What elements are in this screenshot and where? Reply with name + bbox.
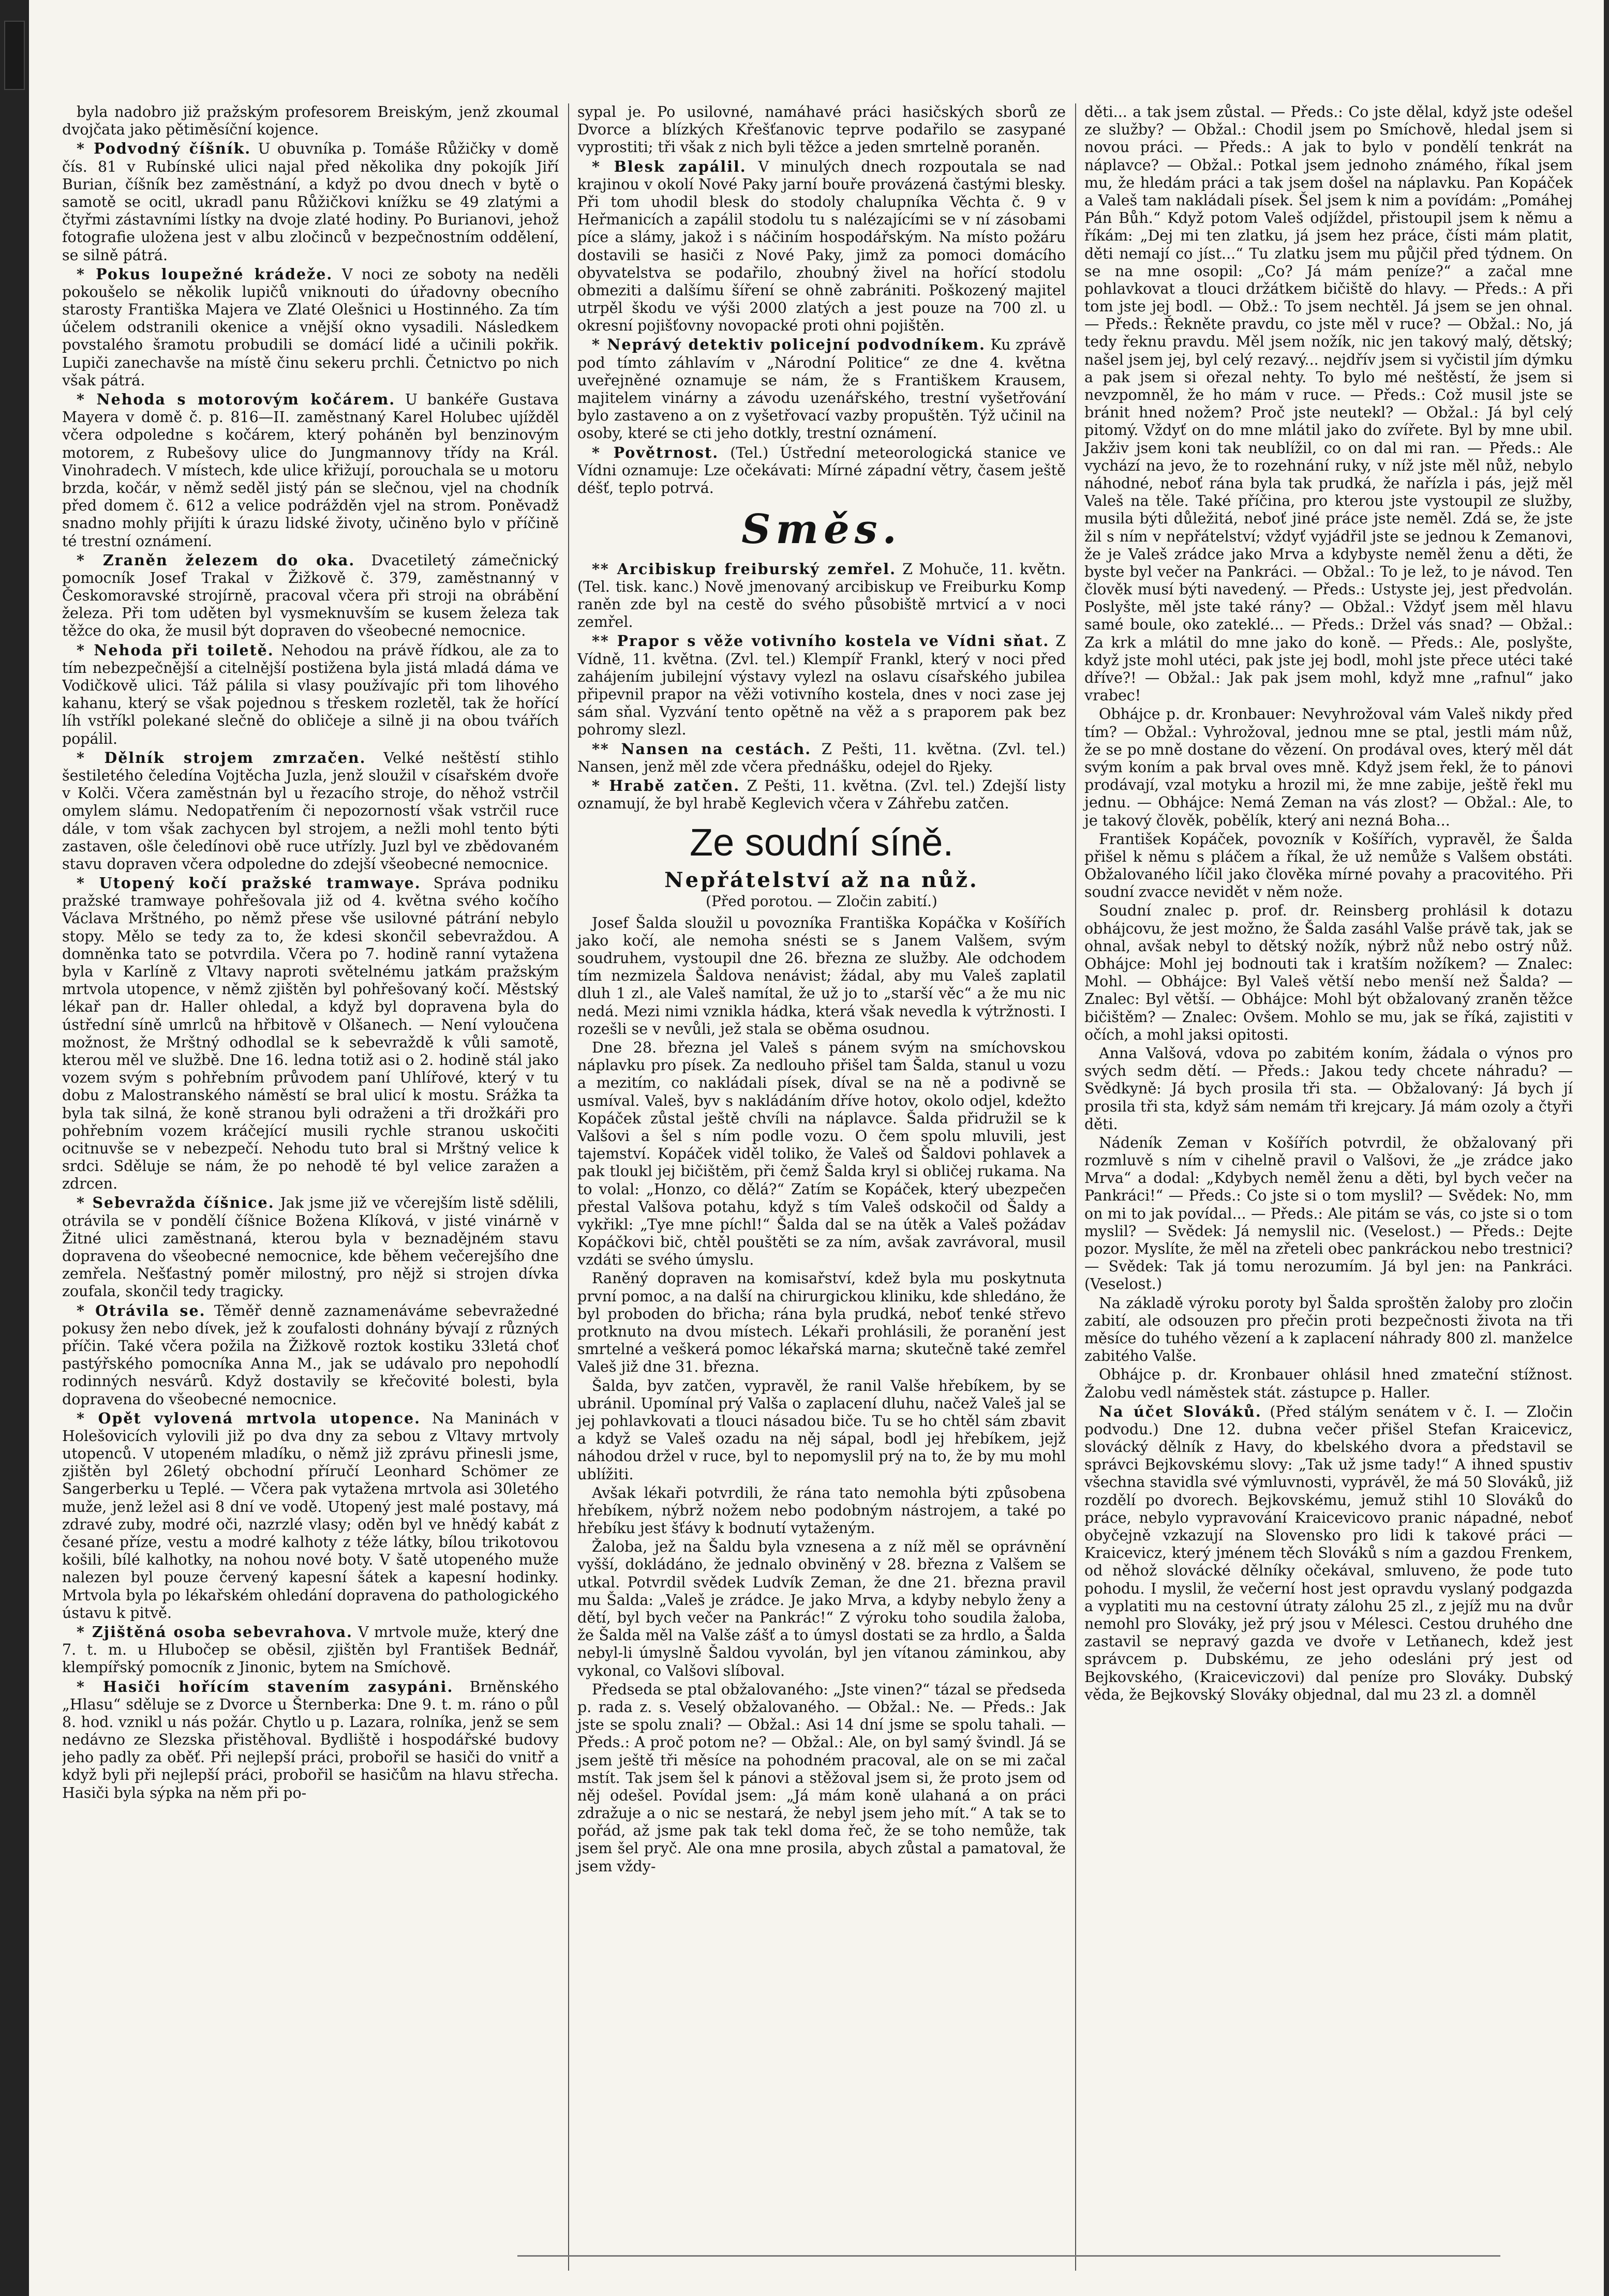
article-text: František Kopáček, povozník v Košířích, vypravěl, že Šalda přišel k němu s pláčem a říkal, že už nemůže s Valšem obstáti. Obžalovaného líčil jako člověka mírné povahy a pracovitého. Při soudní zvacce nevidět v něm nože. bbox=[1084, 830, 1573, 901]
article-paragraph bbox=[577, 560, 1066, 632]
article-text: U obuvníka p. Tomáše Růžičky v domě čís. 81 v Rubínské ulici najal před několika dny pokojík Jiří Burian, číšník bez zaměstnání, a když po dvou dnech v bytě o samotě se ocitl, ukradl panu Růžičkovi knížku se 49 zlatými a čtyřmi zástavními lístky na dvoje zlaté hodiny. Po Burianovi, jehož fotografie uložena jest v albu zločinců v bezpečnostním oddělení, se silně pátrá. bbox=[62, 140, 559, 264]
article-headline: * Podvodný číšník. bbox=[77, 140, 251, 158]
article-paragraph bbox=[62, 1623, 559, 1677]
article-paragraph bbox=[1084, 1045, 1573, 1133]
article-text: Soudní znalec p. prof. dr. Reinsberg prohlásil k dotazu obhájcovu, že jest možno, že Šalda zasáhl Valše právě tak, jak se ohnal, avšak nebyl to dětský nožík, nýbrž nůž nebo ostrý nůž. Obhájce: Mohl jej bodnouti tak i kratším nožíkem? — Znalec: Mohl. — Obhájce: Byl Valeš větší nebo menší než Šalda? — Znalec: Byl větší. — Obhájce: Mohl být obžalovaný zraněn těžce bičištěm? — Znalec: Ovšem. Mohlo se mu, jak se říká, zajistiti v očích, a mohl jaksi opitosti. bbox=[1084, 902, 1573, 1043]
article-text: V mrtvole muže, který dne 7. t. m. u Hlubočep se oběsil, zjištěn byl František Bednář, klempířský pomocník z Jinonic, bytem na Smíchově. bbox=[62, 1623, 559, 1676]
article-paragraph bbox=[62, 140, 559, 264]
article-text: Jak jsme již ve včerejším listě sdělili, otrávila se v pondělí číšnice Božena Klíková, v jisté vinárně v Žitné ulici zaměstnaná, kterou byla v beznadějném stavu dopravena do všeobecné nemocnice, kde během večerejšího dne zemřela. Nešťastný poměr milostný, pro nějž si strojen dívka zoufala, skončil tedy tragicky. bbox=[62, 1194, 559, 1300]
article-paragraph bbox=[62, 1678, 559, 1802]
court-section-heading: Ze soudní síně. bbox=[689, 821, 954, 864]
article-text: Šalda, byv zatčen, vypravěl, že ranil Valše hřebíkem, by se ubránil. Upomínal prý Valša o zaplacení dluhu, načež Valeš jal se jej pohlavkovati a tlouci násadou biče. Tu se ho chtěl sám zbavit a když se Valeš ozadu na něj sápal, bodl jej hřebíkem, jejž náhodou držel v ruce, byl to nepomyslil prý na to, že by mu mohl ublížiti. bbox=[577, 1377, 1066, 1483]
article-paragraph bbox=[1084, 1366, 1573, 1401]
article-paragraph bbox=[1084, 706, 1573, 829]
article-headline: * Zraněn železem do oka. bbox=[77, 551, 355, 569]
article-paragraph bbox=[62, 391, 559, 550]
article-paragraph bbox=[577, 1484, 1066, 1538]
article-headline: Na účet Slováků. bbox=[1098, 1402, 1262, 1420]
column-3 bbox=[1075, 103, 1573, 2271]
scan-binding-edge bbox=[0, 0, 29, 2296]
article-paragraph bbox=[62, 874, 559, 1193]
article-paragraph bbox=[62, 1194, 559, 1300]
binding-tab bbox=[4, 21, 25, 90]
article-text: Josef Šalda sloužil u povozníka Františka Kopáčka v Košířích jako kočí, ale nemoha snésti se s Janem Valšem, svým soudruhem, vystoupil dne 26. března ze služby. Ale odchodem tím nezmizela Šaldova nenávist; žádal, aby mu Valeš zaplatil dluh 1 zl., ale Valeš namítal, že už jo to „starší věc“ a že mu nic nedá. Mezi nimi vznikla hádka, která však nevedla k výtržnosti. I rozešli se v nevůli, jež stala se oběma osudnou. bbox=[577, 914, 1066, 1038]
article-text: Raněný dopraven na komisařství, kdež byla mu poskytnuta první pomoc, a na další na chirurgickou kliniku, kde shledáno, že byl proboden do břicha; rána byla prudká, neboť tenké střevo protknuto na dvou místech. Lékaři prohlásili, že poranění jest smrtelné a veškerá pomoc lékařská marna; skutečně také zemřel Valeš již dne 31. března. bbox=[577, 1270, 1066, 1376]
article-text: Předseda se ptal obžalovaného: „Jste vinen?“ tázal se předseda p. rada z. s. Veselý obžalovaného. — Obžal.: Ne. — Předs.: Jak jste se spolu znali? — Obžal.: Asi 14 dní jsme se spolu tahali. — Předs.: A proč potom ne? — Obžal.: Ale, on byl samý švindl. Já se jsem ještě tři měsíce na pohodném pracoval, ale on se mi začal mstít. Tak jsem šel k pánovi a stěžoval jsem si, že proto jsem od něj odešel. Povídal jsem: „Já mám koně ulahaná a on práci zdražuje a o nic se nestará, že nebyl jsem jeho mít.“ A tak se to pořád, až jsme pak tak tekl doma řeč, že se toho nemůže, tak jsem šel pryč. Ale ona mne prosila, abych zůstal a pamatoval, že jsem vždy- bbox=[577, 1680, 1066, 1875]
article-text: Z Vídně, 11. května. (Zvl. tel.) Klempíř Frankl, který v noci před zahájením jubilejní výstavy vylezl na oslavu císařského jubilea připevnil prapor na věži votivního kostela, dnes v noci zase jej sám sňal. Vyzvání tento opětně na věž a s praporem pak bez pohromy slezl. bbox=[577, 633, 1066, 739]
article-text: děti... a tak jsem zůstal. — Předs.: Co jste dělal, když jste odešel ze služby? — Obžal.: Chodil jsem po Smíchově, hledal jsem si novou práci. — Předs.: A jak to bylo v pondělí tenkrát na náplavce? — Obžal.: Potkal jsem jednoho známého, říkal jsem mu, že hledám práci a tak jsem došel na náplavku. Pan Kopáček a Valeš tam nakládali písek. Šel jsem k nim a povídám: „Pomáhej Pán Bůh.“ Když potom Valeš odjíždel, přistoupil jsem k němu a říkám: „Dej mi ten zlatku, já jsem hez práce, čísti mám platit, děti nemají co jíst...“ Tu zlatku jsem mu půjčil před týdnem. On se na mne osopil: „Co? Já mám peníze?“ a začal mne pohlavkovat a tlouci držátkem bičiště do hlavy. — Předs.: A při tom jste jej bodl. — Obž.: To jsem nechtěl. Já jsem se jen ohnal. — Předs.: Řekněte pravdu, co jste měl v ruce? — Obžal.: No, já tedy řeknu pravdu. Měl jsem nožík, nic jen takový malý, dětský; našel jsem jej, byl celý rezavý... nejdřív jsem si vyčistil jím dýmku a pak jsem si ořezal nehty. To bylo mé neštěstí, že jsem si nevzpomněl, že ho mám v ruce. — Předs.: Což musil jste se bránit hned nožem? Proč jste neutekl? — Obžal.: Já byl celý pitomý. Vždyť on do mne mlátil jako do zvířete. Byl by mne ubil. Jakživ jsem koni tak neublížil, co on dal mi ran. — Předs.: Ale vychází na jevo, že to rozehnání ruky, v níž jste měl nůž, nebylo náhodné, neboť rána byla tak prudká, že nařízla i pás, jejž měl Valeš na těle. Také příčina, pro kterou jste vystoupil ze služby, musila býti důležitá, neboť jiné práce jste neměl. Zdá se, že jste žil s ním v nepřátelství; vždyť vyjádřil jste se jednou k Zemanovi, že je Valeš zrádce jako Mrva a kdybyste neměl ženu a děti, že byste byl večer na Pankráci. — Obžal.: To je lež, to je návod. Ten člověk musí býti navedený. — Předs.: Ustyste jej, jest předvolán. Poslyšte, měl jste také rány? — Obžal.: Vždyť jsem měl hlavu samé boule, oko zateklé... — Předs.: Držel vás snad? — Obžal.: Za krk a mlátil do mne jako do koně. — Předs.: Ale, poslyšte, když jste mohl utéci, pak jste jej bodl, mohl jste přece utéci také dříve?! — Obžal.: Jak pak jsem mohl, když mne „rafnul“ jako vrabec! bbox=[1084, 103, 1573, 704]
article-text: U bankéře Gustava Mayera v domě č. p. 816—II. zaměstnaný Karel Holubec ujížděl včera odpoledne s kočárem, který poháněn byl benzinovým motorem, z Rubešovy ulice do Jungmannovy třídy na Král. Vinohradech. V místech, kde ulice křižují, porouchala se u motoru brzda, kočár, v němž seděl jistý pán se slečnou, vjel na chodník před domem č. 612 a velice podrážděn vjel na strom. Poněvadž snadno mohly přijíti k úrazu lidské životy, učiněno bylo v příčině té trestní oznámení. bbox=[62, 391, 559, 550]
article-paragraph bbox=[1084, 103, 1573, 704]
article-paragraph bbox=[1084, 1134, 1573, 1294]
article-text: Nehodou na právě řídkou, ale za to tím nebezpečnější a citelnější postižena byla jistá mladá dáma ve Vodičkově ulici. Táž pálila si vlasy používajíc při tom lihového kahanu, který se však pojednou s třeskem rozletěl, tak že hořící líh vstříkl polekané slečně do obličeje a silně ji na obou tvářích popálil. bbox=[62, 641, 559, 747]
article-text: Na Maninách v Holešovicích vylovili již po dva dny za sebou z Vltavy mrtvoly utopenců. V utopeném mladíku, o němž již zprávu přinesli jsme, zjištěn byl 26letý obchodní příručí Leonhard Schömer ze Sangerberku u Teplé. — Včera pak vytažena mrtvola asi 30letého muže, jenž ležel asi 8 dní ve vodě. Utopený jest malé postavy, má zdravé zuby, modré oči, nazrzlé vlasy; oděn byl ve hnědý kabát z česané příze, vestu a modré kalhoty z téže látky, bílou trikotovou košili, bílé kalhotky, na nohou nové boty. V šatě utopeného muže nalezen byl pouze červený kapesní šátek a kapesní hodinky. Mrtvola byla po lékařském ohledání dopravena do pathologického ústavu k pitvě. bbox=[62, 1409, 559, 1622]
article-headline: ** Prapor s věže votivního kostela ve Vídni sňat. bbox=[591, 632, 1050, 650]
scan-right-edge bbox=[1604, 0, 1609, 2296]
article-headline: * Povětrnost. bbox=[591, 443, 719, 461]
article-text: Avšak lékaři potvrdili, že rána tato nemohla býti způsobena hřebíkem, nýbrž nožem nebo podobným nástrojem, a také po hřebíku jest šťávy k bodnutí vytaženým. bbox=[577, 1484, 1066, 1537]
article-headline: ** Arcibiskup freiburský zemřel. bbox=[591, 560, 897, 578]
article-text: Na základě výroku poroty byl Šalda sproštěn žaloby pro zločin zabití, ale odsouzen pro přečin proti bezpečnosti života na tři měsíce do tuhého vězení a k zaplacení náhrady 800 zl. manželce zabitého Valše. bbox=[1084, 1294, 1573, 1365]
article-text: Těměř denně zaznamenáváme sebevražedné pokusy žen nebo dívek, jež k zoufalosti dohnány bývají z různých příčin. Také včera požila na Žižkově roztok kostiku 33letá choť pastýřského pomocníka Anna M., jak se udávalo pro nepohodlí rodinných nesvárů. Když dostavily se křečovité bolesti, byla dopravena do všeobecné nemocnice. bbox=[62, 1302, 559, 1408]
article-text: Brněnského „Hlasu“ sděluje se z Dvorce u Šternberka: Dne 9. t. m. ráno o půl 8. hod. vznikl u nás požár. Chytlo u p. Lazara, rolníka, jenž se sem nedávno ze Slezska přistěhoval. Bydliště i hospodářské budovy jeho padly za oběť. Při nejlepší práci, probořil se hasiči do vnitř a když byli při nejlepší práci, probořil se hasičům na hlavu střecha. Hasiči byla sýpka na něm při po- bbox=[62, 1678, 559, 1802]
article-headline: * Blesk zapálil. bbox=[591, 157, 747, 175]
article-text: Obhájce p. dr. Kronbauer: Nevyhrožoval vám Valeš nikdy před tím? — Obžal.: Vyhrožoval, jednou mne se ptal, jestli mám nůž, že se po mně dostane do vězení. On prodával oves, který měl dát svým koním a pak brval oves mně. Když jsem řekl, že to pánovi prodávají, vzal motyku a hrozil mi, že mne zabije, ještě řekl mu jednu. — Obhájce: Nemá Zeman na vás zlost? — Obžal.: Ale, to je takový člověk, pobělík, který ani nezná Boha... bbox=[1084, 706, 1573, 829]
article-paragraph bbox=[577, 1538, 1066, 1680]
article-text: byla nadobro již pražským profesorem Breiským, jenž zkoumal dvojčata jako pětiměsíční kojence. bbox=[62, 103, 559, 139]
article-paragraph bbox=[577, 158, 1066, 335]
article-paragraph bbox=[577, 336, 1066, 442]
article-paragraph bbox=[1084, 1403, 1573, 1704]
article-text: Obhájce p. dr. Kronbauer ohlásil hned zmateční stížnost. Žalobu vedl náměstek stát. zástupce p. Haller. bbox=[1084, 1366, 1573, 1401]
article-text: V minulých dnech rozpoutala se nad krajinou v okolí Nové Paky jarní bouře provázená častými blesky. Při tom uhodil blesk do stodoly chalupníka Věchta č. 9 v Heřmanicích a zapálil stodolu tu s nalézajícími se v ní zásobami píce a slámy, jakož i s náčiním hospodářským. Na místo požáru dostavili se hasiči z Nové Paky, jimž za pomoci domácího obyvatelstva se podařilo, zhoubný živel na hořící stodolu obmeziti a dalšímu šíření se ohně zabrániti. Poškozený majitel utrpěl škodu ve výši 2000 zlatých a jest pouze na 700 zl. u okresní pojišťovny novopacké proti ohni pojištěn. bbox=[577, 158, 1066, 335]
article-headline: * Hasiči hořícím stavením zasypáni. bbox=[77, 1677, 454, 1695]
article-headline: * Zjištěná osoba sebevrahova. bbox=[77, 1623, 353, 1641]
article-paragraph bbox=[1084, 1295, 1573, 1365]
article-text: Anna Valšová, vdova po zabitém koním, žádala o výnos pro svých sedm dětí. — Předs.: Jakou tedy chcete náhradu? — Svědkyně: Já bych prosila tři sta. — Obžalovaný: Já bych jí prosila tři sta, když sám nemám tři krejcary. Já mám ozoly a čtyři děti. bbox=[1084, 1044, 1573, 1133]
article-headline: * Nehoda při toiletě. bbox=[77, 641, 274, 659]
article-text: Správa podniku pražské tramwaye pohřešovala již od 4. května svého kočího Václava Mrštného, po němž přese vše usilovné pátrání nebylo stopy. Mělo se tedy za to, že kdesi skončil sebevraždou. A domněnka tato se potvrdila. Včera po 7. hodině ranní vytažena byla v Karlíně z Vltavy naproti světelnému jatkám pražským mrtvola utopence, v němž zjištěn byl pohřešovaný kočí. Městský lékař pan dr. Haller ohledal, a když byl dopravena byla do ústřední síně umrlců na hřbitově v Olšanech. — Není vyloučena možnost, že Mrštný odhodlal se k sebevraždě k vůli samotě, kterou měl ve službě. Dne 16. ledna totiž asi o 2. hodině stál jako vozem svým s pohřebním průvodem paní Uhlířové, který v tu dobu z Malostranského náměstí se bral ulicí k mostu. Srážka ta byla tak silná, že koně stranou byli odraženi a tři drožkáři pro pohřebním vozem kráčející musili rychle stranou uskočiti ocitnuvše se v nebezpečí. Nehodu tuto bral si Mrštný velice k srdci. Sděluje se nám, že po nehodě té byl velice zaražen a zdrcen. bbox=[62, 875, 559, 1193]
article-headline: * Sebevražda číšnice. bbox=[77, 1194, 275, 1212]
article-paragraph bbox=[62, 641, 559, 748]
section-heading: Směs. bbox=[741, 506, 902, 553]
article-paragraph bbox=[62, 749, 559, 873]
article-headline: * Opět vylovená mrtvola utopence. bbox=[77, 1409, 421, 1427]
article-headline: * Otrávila se. bbox=[77, 1301, 206, 1319]
article-text: Z Pešti, 11. května. (Zvl. tel.) Nansen, jenž měl zde včera přednášku, odejel do Rjeky. bbox=[577, 740, 1066, 775]
article-text: Z Mohuče, 11. květn. (Tel. tisk. kanc.) Nově jmenovaný arcibiskup ve Freiburku Komp raněn zde byl na cestě do svého působiště mrtvicí a v noci zemřel. bbox=[577, 560, 1066, 631]
article-text: Nádeník Zeman v Košířích potvrdil, že obžalovaný při rozmluvě s ním v cihelně pravil o Valšovi, že „je zrádce jako Mrva“ a dodal: „Kdybych neměl ženu a děti, byl bych večer na Pankráci!“ — Předs.: Co jste si o tom myslil? — Svědek: No, mm on mi to jak povídal... — Předs.: Ale pitám se vás, co jste si o tom myslil? — Svědek: Já nemyslil nic. (Veselost.) — Předs.: Dejte pozor. Myslíte, že měl na zřeteli obec pankráckou nebo trestnici? — Svědek: Tak já tomu nerozumím. Já byl jen: na Pankráci. (Veselost.) bbox=[1084, 1134, 1573, 1293]
newspaper-page bbox=[62, 103, 1573, 2271]
column-2 bbox=[568, 103, 1066, 2271]
article-paragraph bbox=[577, 1039, 1066, 1269]
article-text: Z Pešti, 11. května. (Zvl. tel.) Zdejší listy oznamují, že byl hrabě Keglevich včera v Záhřebu zatčen. bbox=[577, 777, 1066, 813]
article-paragraph bbox=[577, 103, 1066, 157]
article-paragraph bbox=[62, 103, 559, 139]
article-text: V noci ze soboty na neděli pokoušelo se několik lupičů vniknouti do úřadovny obecního starosty Františka Majera ve Zlaté Olešnici u Hostinného. Za tím účelem odstranili okenice a vnější okno vysadili. Následkem povstalého šramotu probudili se domácí lidé a učinili pokřik. Lupiči zanechavše na místě činu sekeru prchli. Četnictvo po nich však pátrá. bbox=[62, 265, 559, 389]
article-paragraph bbox=[62, 1409, 559, 1622]
article-headline: ** Nansen na cestách. bbox=[591, 740, 812, 758]
article-text: Žaloba, jež na Šaldu byla vznesena a z níž měl se oprávnění vyšší, dokládáno, že jednalo obviněný v 28. března z Valšem se utkal. Potvrdil svědek Ludvík Zeman, že dne 21. března pravil mu Šalda: „Valeš je zrádce. Je jako Mrva, a kdyby nebylo ženy a dětí, byl bych večer na Pankrác!“ Z výroku toho soudila žaloba, že Šalda měl na Valše zášť a to úmysl dostati se za hrdlo, a Šalda nebyl-li úmyslně Šaldou vyvolán, byl jen vítanou záminkou, aby vykonal, co Valšovi slíboval. bbox=[577, 1538, 1066, 1679]
article-paragraph bbox=[577, 632, 1066, 739]
article-text: (Před stálým senátem v č. I. — Zločin podvodu.) Dne 12. dubna večer přišel Stefan Kraicevicz, slovácký dělník z Havy, do kbelského dvora a představil se správci Bejkovskému slovy: „Tak už jsme tady!“ A ihned spustiv všechna stavidla své výmluvnosti, vyprávěl, že má 50 Slováků, již rozdělí po dvorech. Bejkovskému, jemuž stihl 10 Slováků do práce, nebylo vypravování Kraicevicovo pranic nápadné, neboť obyčejně vzkazují na Slovensko pro lidi k takové práci — Kraicevicz, který jménem těch Slováků s ním a gazdou Frenkem, od něhož slovácké dělníky očekával, smluveno, že pode tuto pohodu. I myslil, že večerní host jest opravdu vyslaný podgazda a vyplatiti mu na cestovní útraty zálohu 25 zl., z jejíž mu na dvůr nemohl pro Slováky, jež prý jsou v Mélesci. Cestou druhého dne zastavil se nepravý gazda ve dvoře v Letňanech, kdež jest správcem p. Dubskému, ze jeho odesláni prý jest od Bejkovského, (Kraiceviczovi) dal peníze pro Slováky. Dubský věda, že Bejkovský Slováky objednal, dal mu 23 zl. a domněl bbox=[1084, 1403, 1573, 1703]
bottom-rule bbox=[517, 2255, 1500, 2257]
article-paragraph bbox=[1084, 831, 1573, 902]
article-paragraph bbox=[577, 1270, 1066, 1376]
article-paragraph bbox=[62, 551, 559, 640]
article-headline: * Nehoda s motorovým kočárem. bbox=[77, 391, 396, 408]
court-case-note: (Před porotou. — Zločin zabití.) bbox=[706, 893, 937, 910]
article-paragraph bbox=[577, 1681, 1066, 1875]
court-case-title: Nepřátelství až na nůž. bbox=[664, 868, 979, 893]
article-paragraph bbox=[577, 914, 1066, 1038]
columns bbox=[62, 103, 1573, 2271]
article-text: sypal je. Po usilovné, namáhavé práci hasičských sborů ze Dvorce a blízkých Křešťanovic teprve podařilo se zasypané vyprostiti; tři však z nich byli těžce a jeden smrtelně poraněn. bbox=[577, 103, 1066, 156]
article-text: Velké neštěstí stihlo šestiletého čeledína Vojtěcha Juzla, jenž sloužil v císařském dvoře v Kolči. Včera zaměstnán byl u řezacího stroje, do něhož vstrčil omylem slámu. Nedopatřením či nepozorností však vstrčil ruce dále, v tom však zachycen byl strojem, a nežli mohl tento býti zastaven, ošle čeledínovi obě ruce utřízly. Juzl byl ve zbědovaném stavu dopraven včera odpoledne do zdejší všeobecné nemocnice. bbox=[62, 749, 559, 873]
article-paragraph bbox=[577, 777, 1066, 813]
article-headline: * Utopený kočí pražské tramwaye. bbox=[77, 874, 421, 892]
column-1 bbox=[62, 103, 559, 2271]
article-paragraph bbox=[62, 265, 559, 389]
article-headline: * Pokus loupežné krádeže. bbox=[77, 265, 333, 283]
article-headline: * Hrabě zatčen. bbox=[591, 776, 740, 794]
article-text: (Tel.) Ústřední meteorologická stanice ve Vídni oznamuje: Lze očekávati: Mírné západní větry, časem ještě déšť, teplo potrvá. bbox=[577, 444, 1066, 497]
article-paragraph bbox=[1084, 902, 1573, 1044]
article-headline: * Dělník strojem zmrzačen. bbox=[77, 748, 366, 767]
article-paragraph bbox=[577, 740, 1066, 776]
article-text: Ku zprávě pod tímto záhlavím v „Národní Politice“ ze dne 4. května uveřejněné oznamuje se nám, že s Františkem Krausem, majitelem vinárny a závodu uzenářského, trestní vyšetřování bylo zastaveno a on z vyšetřovací vazby propuštěn. Týž učinil na osoby, které se cti jeho dotkly, trestní oznámení. bbox=[577, 336, 1066, 442]
article-paragraph bbox=[577, 1377, 1066, 1483]
article-paragraph bbox=[62, 1302, 559, 1408]
article-text: Dne 28. března jel Valeš s pánem svým na smíchovskou náplavku pro písek. Za nedlouho přišel tam Šalda, stanul u vozu a mezitím, co nakládali písek, díval se na ně a podivně se usmíval. Valeš, byv s nakládáním dříve hotov, okolo odjel, kdežto Kopáček zůstal ještě chvíli na náplavce. Šalda přidružil se k Valšovi a šel s ním podle vozu. O čem spolu mluvili, jest tajemství. Kopáček viděl toliko, že Valeš od Šaldovi pohlavek a pak tloukl jej bičištěm, při čemž Šalda kryl si obličej rukama. Na to volal: „Honzo, co dělá?“ Zatím se Kopáček, který ubezpečen přestal Valšova potahu, když s tím Valeš odskočil od Šaldy a vykřikl: „Tye mne píchl!“ Šalda dal se na útěk a Valeš požádav Kopáčkovi bič, chtěl pouštěti se za ním, avšak zavrávoral, musil vzdáti se svého úmyslu. bbox=[577, 1039, 1066, 1269]
article-paragraph bbox=[577, 444, 1066, 498]
article-headline: * Neprávý detektiv policejní podvodníkem. bbox=[591, 336, 986, 354]
article-text: Dvacetiletý zámečnický pomocník Josef Trakal v Žižkově č. 379, zaměstnanný v Českomoravské strojírně, pracoval včera při stroji na obrábění železa. Při tom uděten byl vysmeknuvším se kusem železa tak těžce do oka, že musil být dopraven do všeobecné nemocnice. bbox=[62, 551, 559, 640]
